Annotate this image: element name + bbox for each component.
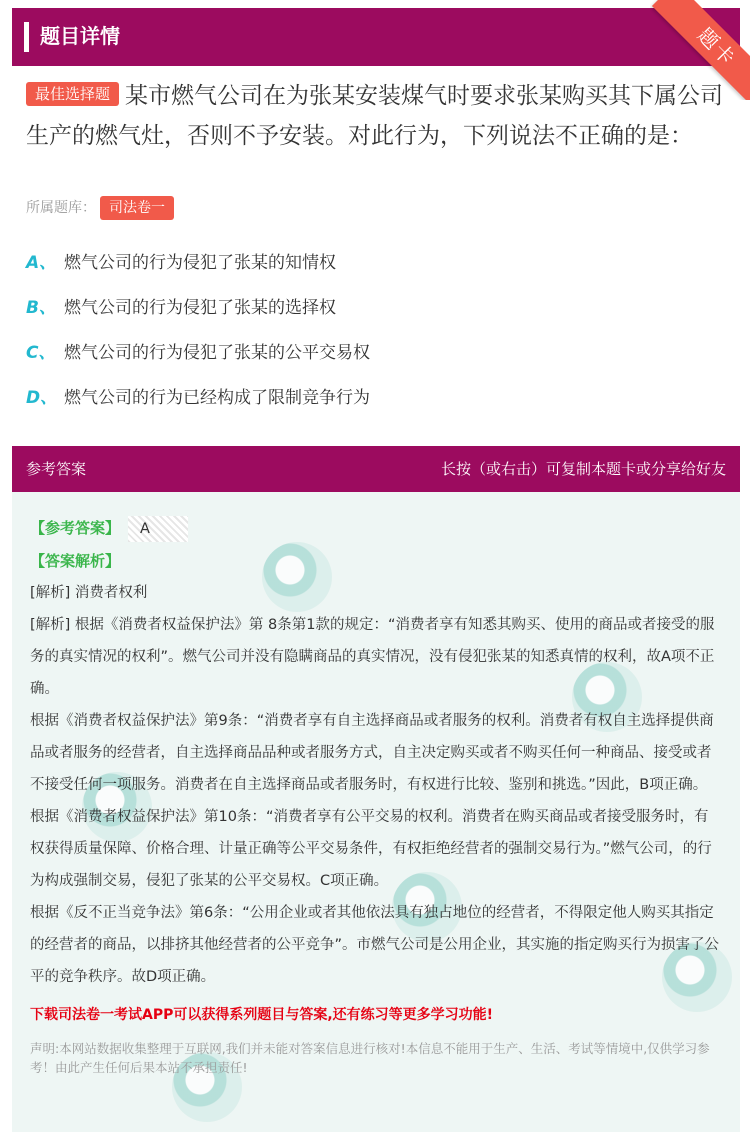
bank-tag[interactable]: 司法卷一	[100, 196, 174, 220]
option-text: 燃气公司的行为侵犯了张某的选择权	[64, 298, 336, 318]
answer-key-value: A	[128, 516, 188, 542]
option-letter: D、	[26, 388, 58, 408]
answer-header	[12, 446, 740, 492]
answer-header-title: 参考答案	[26, 460, 87, 478]
option-text: 燃气公司的行为已经构成了限制竞争行为	[64, 388, 370, 408]
question-text: 某市燃气公司在为张某安装煤气时要求张某购买其下属公司生产的燃气灶，否则不予安装。对此行为，下列说法不正确的是：	[26, 83, 724, 149]
disclaimer-text: 声明:本网站数据收集整理于互联网,我们并未能对答案信息进行核对!本信息不能用于生产、生活、考试等情境中,仅供学习参考！由此产生任何后果本站不承担责任!	[30, 1041, 710, 1075]
option-d[interactable]	[26, 383, 370, 428]
option-b[interactable]	[26, 293, 370, 338]
app-download-promo[interactable]: 下载司法卷一考试APP可以获得系列题目与答案,还有练习等更多学习功能!	[30, 1007, 494, 1023]
answer-key-label: 【参考答案】	[30, 519, 121, 537]
answer-content	[30, 512, 720, 1077]
page-header	[12, 8, 740, 66]
analysis-paragraph: 根据《反不正当竞争法》第6条：“公用企业或者其他依法具有独占地位的经营者，不得限定他人购买其指定的经营者的商品，以排挤其他经营者的公平竞争”。市燃气公司是公用企业，其实施的指定购买行为损害了公平的竞争秩序。故D项正确。	[30, 905, 720, 985]
page-title: 题目详情	[40, 24, 120, 48]
analysis-paragraph: 根据《消费者权益保护法》第10条：“消费者享有公平交易的权利。消费者在购买商品或者接受服务时，有权获得质量保障、价格合理、计量正确等公平交易条件，有权拒绝经营者的强制交易行为。”燃气公司，的行为构成强制交易，侵犯了张某的公平交易权。C项正确。	[30, 809, 712, 889]
option-letter: C、	[26, 343, 56, 363]
option-a[interactable]	[26, 248, 370, 293]
analysis-paragraph: 根据《消费者权益保护法》第9条：“消费者享有自主选择商品或者服务的权利。消费者有权自主选择提供商品或者服务的经营者，自主选择商品品种或者服务方式，自主决定购买或者不购买任何一种商品、接受或者不接受任何一项服务。消费者在自主选择商品或者服务时，有权进行比较、鉴别和挑选。”因此，B项正确。	[30, 713, 714, 793]
analysis-paragraph: [解析] 根据《消费者权益保护法》第 8条第1款的规定：“消费者享有知悉其购买、使用的商品或者接受的服务的真实情况的权利”。燃气公司并没有隐瞒商品的真实情况，没有侵犯张某的知悉真情的权利，故A项不正确。	[30, 617, 715, 697]
option-letter: A、	[26, 253, 57, 273]
analysis-paragraph: [解析] 消费者权利	[30, 585, 148, 601]
option-c[interactable]	[26, 338, 370, 383]
question-type-tag: 最佳选择题	[26, 82, 119, 106]
option-text: 燃气公司的行为侵犯了张某的知情权	[64, 253, 336, 273]
question-bank-row	[26, 196, 180, 220]
ribbon-label[interactable]: 题卡	[652, 0, 750, 100]
answer-body	[12, 492, 740, 1132]
option-letter: B、	[26, 298, 56, 318]
option-text: 燃气公司的行为侵犯了张某的公平交易权	[64, 343, 370, 363]
copy-share-hint: 长按（或右击）可复制本题卡或分享给好友	[440, 460, 726, 478]
question-text-block	[26, 76, 726, 156]
header-accent-bar	[24, 22, 29, 52]
analysis-label: 【答案解析】	[30, 552, 121, 570]
options-list	[26, 248, 370, 428]
bank-label: 所属题库：	[26, 200, 96, 216]
